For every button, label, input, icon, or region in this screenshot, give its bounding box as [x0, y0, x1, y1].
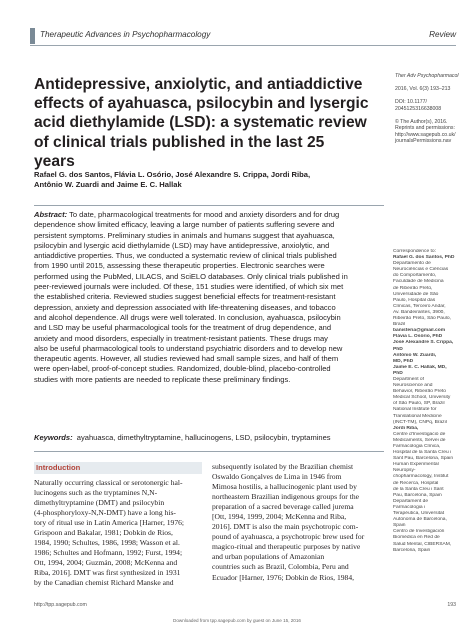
- correspondence-line: Behavior, Ribeirão Preto: [393, 389, 447, 395]
- correspondence-line: Neuropsy-: [393, 468, 416, 474]
- title-line: Antidepressive, anxiolytic, and antiaddictive: [34, 76, 363, 93]
- correspondence-line: Universidade de São: [393, 291, 439, 297]
- abstract-line: were open-label, proof-of-concept studies. Randomized, double-blind, placebo-controlled: [34, 364, 331, 374]
- correspondence-line: Spain: [393, 523, 406, 529]
- correspondence-line: Paulo, Hospital das: [393, 297, 436, 303]
- correspondence-line: Faculdade de Medicina: [393, 279, 444, 285]
- correspondence-block: [393, 249, 471, 554]
- abstract-line: and alcohol dependence. All drugs were well tolerated. In conclusion, ayahuasca, psilocybin: [34, 312, 341, 322]
- body-line: tory of ritual use in Latin America [Harner, 1976;: [34, 518, 185, 528]
- correspondence-line: Human Experimental: [393, 462, 439, 468]
- correspondence-line: Department of: [393, 376, 424, 382]
- correspondence-line: Medicaments, Servei de: [393, 437, 446, 443]
- correspondence-line: Terapèutica, Universitat: [393, 511, 445, 517]
- correspondence-line: de la Santa Creu i Sant: [393, 486, 444, 492]
- abstract-line: [34, 210, 384, 220]
- abstract-rule-bottom: [34, 451, 384, 452]
- body-line: Grispoon and Bakalar, 1981; Dobkin de Rios,: [34, 528, 173, 538]
- article-meta: [395, 73, 470, 145]
- title-line: effects of ayahuasca, psilocybin and lysergic: [34, 95, 369, 113]
- abstract-line: antiaddictive properties. Thus, we conducted a systematic review of clinical trials published: [34, 251, 337, 261]
- abstract-label: Abstract:: [34, 210, 68, 219]
- abstract-line: from 1990 until 2015, assessing these therapeutic properties. Electronic searches were: [34, 261, 325, 271]
- correspondence-line: chopharmacology, Institut: [393, 474, 449, 480]
- correspondence-line: Farmacologia Clínica,: [393, 444, 441, 449]
- footer-download-note: Downloaded from tpp.sagepub.com by guest on June 15, 2016: [173, 618, 301, 623]
- article-title: [34, 75, 384, 171]
- abstract-rule: [34, 205, 384, 206]
- meta-line[interactable]: journalsPermissions.nav: [395, 138, 452, 144]
- keywords-text: ayahuasca, dimethyltryptamine, hallucinogens, LSD, psilocybin, tryptamines: [72, 433, 331, 442]
- title-line: of clinical trials published in the last 25: [34, 133, 325, 151]
- header-accent-bar: [30, 28, 35, 44]
- correspondence-line: Centre d'Investigació de: [393, 431, 446, 437]
- correspondence-line: José Alexandre S. Crippa,: [393, 340, 454, 346]
- body-line: Ott, 1994, 2004; Guzmán, 2008; McKenna and: [34, 558, 178, 568]
- correspondence-line: Autònoma de Barcelona,: [393, 517, 447, 523]
- body-line: preparation of a sacred beverage called jurema: [212, 502, 354, 512]
- article-type: Review: [429, 30, 456, 39]
- body-line: Oswaldo Gonçalves de Lima in 1946 from: [212, 472, 342, 482]
- correspondence-line: Salud Mental, CIBERSAM,: [393, 541, 452, 547]
- body-line: (4-phosphoryloxy-N,N-DMT) have a long his-: [34, 508, 176, 518]
- correspondence-line: Sant Pau, Barcelona, Spain: [393, 456, 454, 462]
- meta-line: © The Author(s), 2016.: [395, 118, 448, 125]
- body-line: countries such as Brazil, Colombia, Peru and: [212, 562, 349, 572]
- correspondence-line: do Comportamento,: [393, 273, 437, 279]
- body-line: Naturally occurring classical or serotonergic hal-: [34, 478, 183, 487]
- correspondence-line: de Ribeirão Preto,: [393, 285, 433, 291]
- correspondence-line: Jordi Riba,: [393, 425, 419, 431]
- section-heading: Introduction: [36, 463, 81, 472]
- correspondence-line: Neurociências e Ciências: [393, 267, 449, 273]
- correspondence-line: MD, PhD: [393, 358, 414, 364]
- body-line: [Ott, 1994, 1999, 2004; McKenna and Riba,: [212, 512, 347, 522]
- author-line: Rafael G. dos Santos, Flávia L. Osório, José Alexandre S. Crippa, Jordi Riba,: [34, 170, 311, 179]
- abstract-line: also be useful pharmacological tools to understand psychiatric disorders and to develop new: [34, 343, 343, 353]
- body-line: by the Canadian chemist Richard Manske and: [34, 578, 174, 588]
- correspondence-line: Departamento de: [393, 261, 431, 267]
- correspondence-line: PhD: [393, 346, 403, 352]
- meta-line: Reprints and permissions:: [395, 125, 455, 131]
- meta-line: Ther Adv Psychopharmacol: [395, 73, 459, 79]
- keywords: [34, 433, 384, 443]
- correspondence-line: Av. Bandeirantes, 3900,: [393, 309, 445, 315]
- meta-line: 2016, Vol. 6(3) 193–213: [395, 86, 451, 92]
- header-rule: [30, 45, 456, 46]
- author-line: Antônio W. Zuardi and Jaime E. C. Hallak: [34, 180, 182, 190]
- correspondence-line: Biomédica en Red de: [393, 535, 440, 541]
- correspondence-line: Pau, Barcelona, Spain: [393, 492, 442, 498]
- correspondence-line: Translational Medicine: [393, 413, 442, 419]
- body-line: 1984, 1990; Schultes, 1986, 1998; Wasson et al.: [34, 538, 180, 548]
- title-line: acid diethylamide (LSD): a systematic review: [34, 114, 367, 132]
- correspondence-line: Departament de: [393, 498, 429, 504]
- correspondence-line: Clínicas, Terceiro Andar,: [393, 303, 446, 309]
- abstract-line: therapeutic agents. However, all studies reviewed had small sample sizes, and half of them: [34, 354, 339, 364]
- abstract-line: peer-reviewed journals were included. Of these, 151 studies were identified, of which six met: [34, 282, 344, 292]
- meta-line[interactable]: http://www.sagepub.co.uk/: [395, 131, 456, 138]
- correspondence-line: National Institute for: [393, 407, 437, 413]
- body-line: subsequently isolated by the Brazilian chemist: [212, 462, 354, 471]
- correspondence-line: Hospital de la Santa Creu i: [393, 450, 452, 456]
- running-header: [30, 28, 456, 44]
- correspondence-line: Antônio W. Zuardi,: [393, 352, 437, 358]
- abstract-line: the established criteria. Reviewed studies suggest beneficial effects for treatment-resistant: [34, 292, 336, 302]
- keywords-label: Keywords:: [34, 433, 73, 442]
- correspondence-line: Farmacologia i: [393, 504, 426, 510]
- body-line: dimethyltryptamine (DMT) and psilocybin: [34, 498, 165, 508]
- abstract-line: and LSD may be useful pharmacological tools for the treatment of drug dependence, and: [34, 323, 332, 333]
- body-line: pound of ayahuasca, a psychotropic brew used for: [212, 532, 365, 542]
- body-line: Ecuador [Harner, 1976; Dobkin de Rios, 1984,: [212, 572, 355, 582]
- page-number: 193: [447, 602, 456, 608]
- correspondence-line: Medical School, University: [393, 395, 451, 401]
- footer-url[interactable]: http://tpp.sagepub.com: [34, 602, 87, 608]
- abstract: [34, 210, 384, 385]
- correspondence-line: Flávia L. Osório, PhD: [393, 334, 443, 340]
- correspondence-line: (INCT-TM), CNPq, Brazil: [393, 419, 447, 425]
- correspondence-line: banisteria@gmail.com: [393, 328, 446, 334]
- body-line: Mimosa hostilis, a hallucinogenic plant used by: [212, 482, 357, 492]
- title-line: years: [34, 152, 75, 170]
- abstract-first-line: To date, pharmacological treatments for mood and anxiety disorders and for drug: [67, 210, 340, 219]
- correspondence-line: Correspondence to:: [393, 249, 436, 254]
- author-list: [34, 170, 384, 191]
- meta-line: DOI: 10.1177/: [395, 99, 427, 105]
- abstract-line: psilocybin and lysergic acid diethylamide (LSD) may have antidepressive, anxiolytic, and: [34, 240, 330, 250]
- body-line: 1986; Schultes and Hofmann, 1992; Furst, 1994;: [34, 548, 183, 558]
- correspondence-line: Ribeirão Preto, São Paulo,: [393, 316, 451, 322]
- correspondence-line: Neuroscience and: [393, 383, 433, 389]
- abstract-line: depression, anxiety and depression associated with life-threatening diseases, and tobacco: [34, 302, 336, 312]
- correspondence-line: Rafael G. dos Santos, PhD: [393, 255, 455, 261]
- correspondence-line: Jaime E. C. Hallak, MD,: [393, 364, 447, 370]
- abstract-line: studies with more patients are needed to replicate these preliminary findings.: [34, 374, 291, 384]
- journal-name: Therapeutic Advances in Psychopharmacology: [40, 30, 211, 39]
- correspondence-line: of São Paulo, SP, Brazil: [393, 401, 445, 407]
- correspondence-line: de Recerca, Hospital: [393, 480, 439, 486]
- abstract-line: performed using the PubMed, LILACS, and SciELO databases. Only clinical trials published in: [34, 271, 348, 281]
- body-line: Riba, 2016]. DMT was first synthesized in 1931: [34, 568, 181, 578]
- correspondence-line: PhD: [393, 370, 403, 376]
- abstract-line: anxiety and mood disorders, especially in treatment-resistant patients. These drugs may: [34, 333, 328, 343]
- body-column-right: [212, 462, 382, 583]
- correspondence-line: Barcelona, Spain: [393, 547, 431, 553]
- correspondence-line: Centro de Investigación: [393, 529, 445, 535]
- meta-line: 2045125316638008: [395, 105, 442, 112]
- body-line: lucinogens such as the tryptamines N,N-: [34, 488, 158, 498]
- body-column-left: [34, 478, 202, 589]
- abstract-line: persistent symptoms. Preliminary studies in animals and humans suggest that ayahuasca,: [34, 230, 335, 240]
- body-line: and urban populations of Amazonian: [212, 552, 325, 562]
- body-line: magico-ritual and therapeutic purposes by native: [212, 542, 361, 552]
- correspondence-line: Brazil: [393, 322, 406, 328]
- body-line: 2016]. DMT is also the main psychotropic com-: [212, 522, 359, 532]
- body-line: northeastern Brazilian indigenous groups for the: [212, 492, 359, 502]
- abstract-line: dependence show limited efficacy, leaving a large number of patients suffering severe and: [34, 220, 335, 230]
